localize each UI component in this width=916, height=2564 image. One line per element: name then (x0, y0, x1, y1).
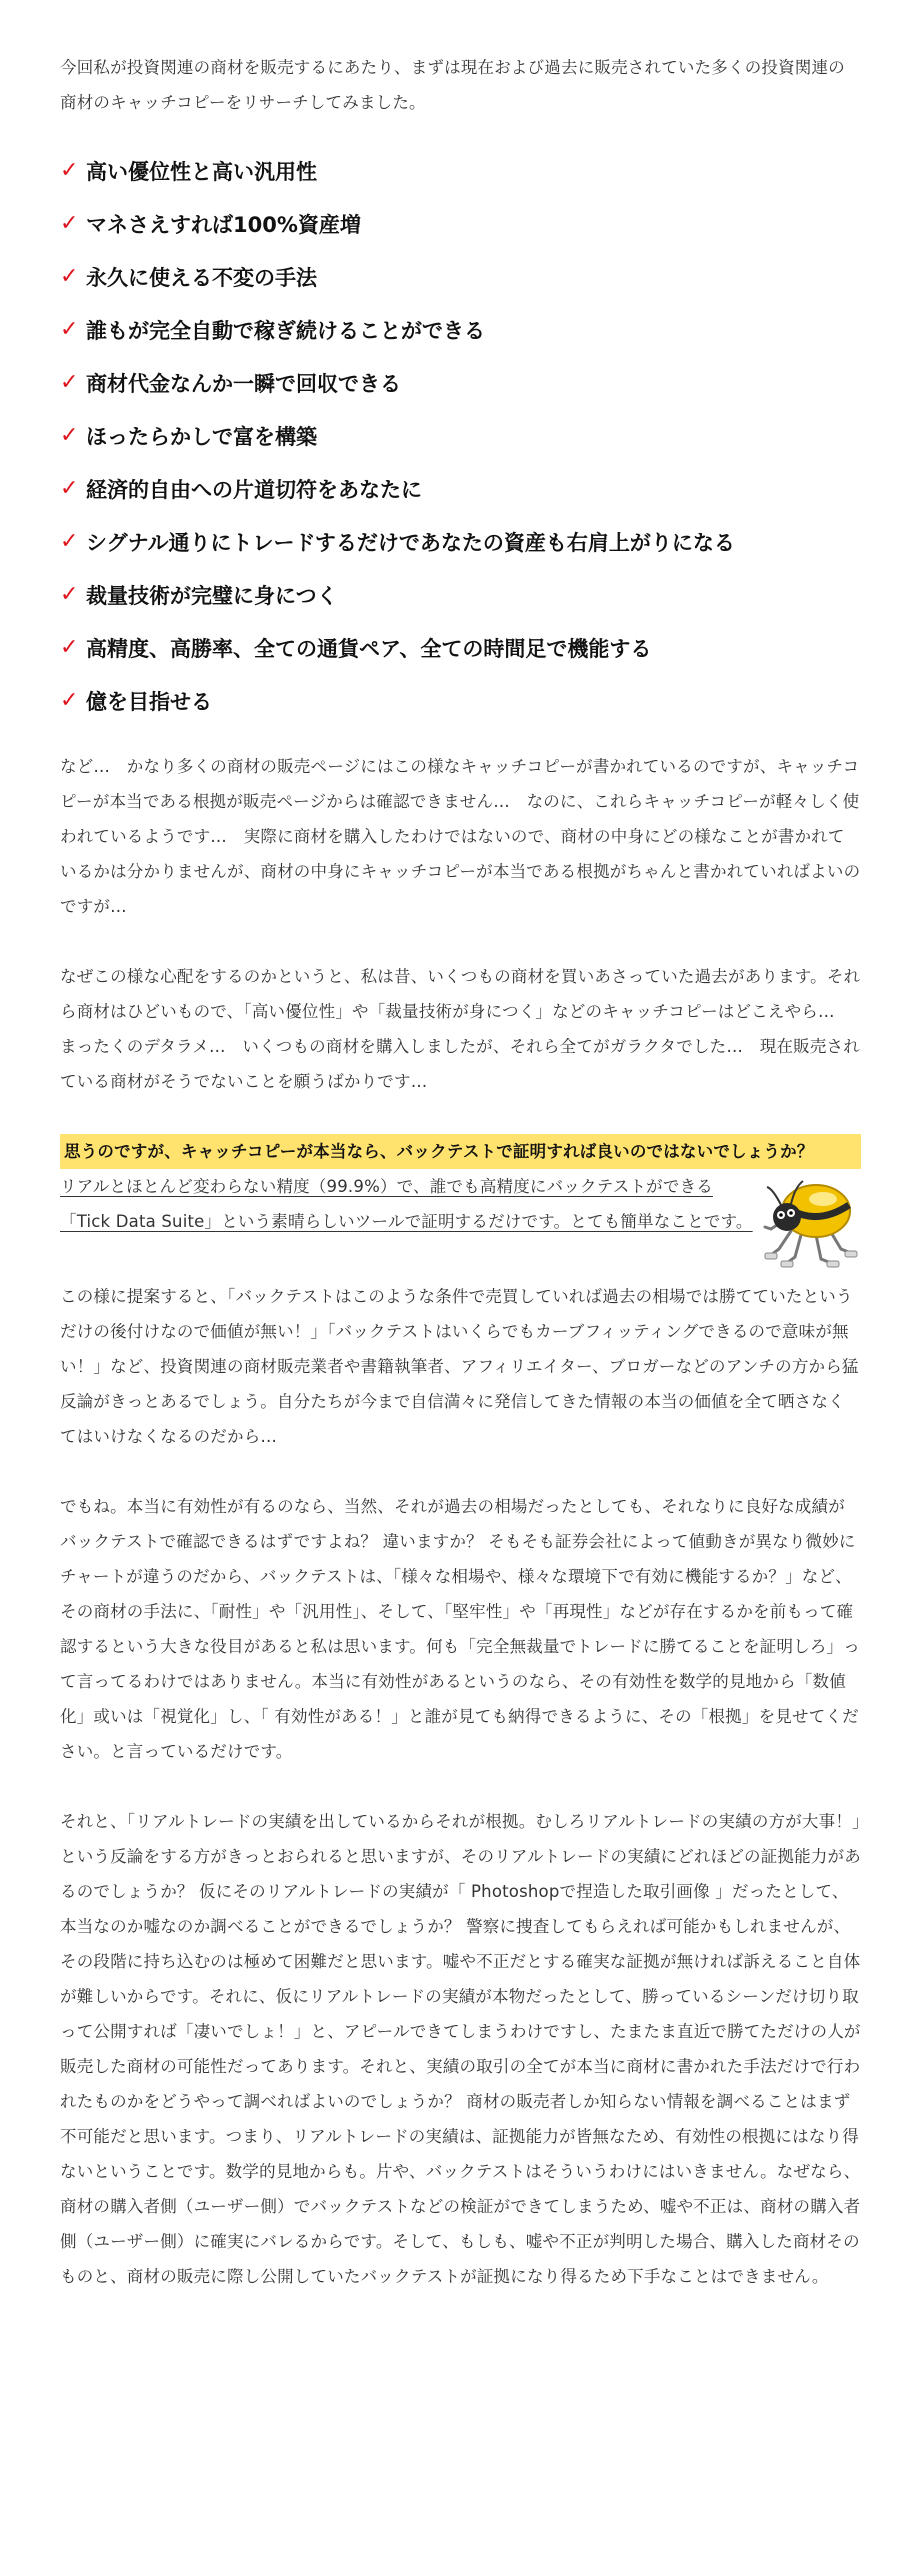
catchphrase-item (60, 144, 861, 197)
catchphrase-item (60, 674, 861, 727)
check-icon: ✓ (60, 688, 79, 713)
paragraph-counterarguments: この様に提案すると、「バックテストはこのような条件で売買していれば過去の相場では勝てていたというだけの後付けなので価値が無い！」「バックテストはいくらでもカーブフィッティングできるので意味が無い！」など、投資関連の商材販売業者や書籍執筆者、アフィリエイター、ブロガーなどのアンチの方から猛反論がきっとあるでしょう。自分たちが今まで自信満々に発信してきた情報の本当の価値を全て晒さなくてはいけなくなるのだから… (60, 1287, 859, 1446)
catchphrase-item (60, 356, 861, 409)
paragraph-backtest-importance: でもね。本当に有効性が有るのなら、当然、それが過去の相場だったとしても、それなりに良好な成績がバックテストで確認できるはずですよね？ 違いますか？ そもそも証券会社によって値動きが異なり微妙にチャートが違うのだから、バックテストは、「様々な相場や、様々な環境下で有効に機能するか？」など、その商材の手法に、「耐性」や「汎用性」、そして、「堅牢性」や「再現性」などが存在するかを前もって確認するという大きな役目があると私は思います。何も「完全無裁量でトレードに勝てることを証明しろ」って言ってるわけではありません。本当に有効性があるというのなら、その有効性を数学的見地から「数値化」或いは「視覚化」し、「 有効性がある！」と誰が見ても納得できるように、その「根拠」を見せてください。と言っているだけです。 (60, 1497, 860, 1761)
catchphrase-list (60, 144, 861, 727)
catchphrase-text: 億を目指せる (86, 689, 212, 714)
paragraph-past-experience: なぜこの様な心配をするのかというと、私は昔、いくつもの商材を買いあさっていた過去があります。それら商材はひどいもので、「高い優位性」や「裁量技術が身につく」などのキャッチコピーはどこえやら… まったくのデタラメ… いくつもの商材を購入しましたが、それら全てがガラクタでした… 現在販売されている商材がそうでないことを願うばかりです… (60, 967, 861, 1091)
paragraph-real-trade-evidence: それと、「リアルトレードの実績を出しているからそれが根拠。むしろリアルトレードの実績の方が大事！」という反論をする方がきっとおられると思いますが、そのリアルトレードの実績にどれほどの証拠能力があるのでしょうか？ 仮にそのリアルトレードの実績が「 Photoshopで捏造した取引画像 」だったとして、本当なのか嘘なのか調べることができるでしょうか？ 警察に捜査してもらえれば可能かもしれませんが、その段階に持ち込むのは極めて困難だと思います。嘘や不正だとする確実な証拠が無ければ訴えること自体が難しいからです。それに、仮にリアルトレードの実績が本物だったとして、勝っているシーンだけ切り取って公開すれば「凄いでしょ！」と、アピールできてしまうわけですし、たまたま直近で勝てただけの人が販売した商材の可能性だってあります。それと、実績の取引の全てが本当に商材に書かれた手法だけで行われたものかをどうやって調べればよいのでしょうか？ 商材の販売者しか知らない情報を調べることはまず不可能だと思います。つまり、リアルトレードの実績は、証拠能力が皆無なため、有効性の根拠にはなり得ないということです。数学的見地からも。片や、バックテストはそういうわけにはいきません。なぜなら、商材の購入者側（ユーザー側）でバックテストなどの検証ができてしまうため、嘘や不正は、商材の購入者側（ユーザー側）に確実にバレるからです。そして、もしも、嘘や不正が判明した場合、購入した商材そのものと、商材の販売に際し公開していたバックテストが証拠になり得るため下手なことはできません。 (60, 1812, 861, 2286)
catchphrase-item (60, 621, 861, 674)
catchphrase-item (60, 303, 861, 356)
check-icon: ✓ (60, 635, 79, 660)
intro-paragraph: 今回私が投資関連の商材を販売するにあたり、まずは現在および過去に販売されていた多くの投資関連の商材のキャッチコピーをリサーチしてみました。 (60, 58, 845, 112)
tool-link-text[interactable]: リアルとほとんど変わらない精度（99.9%）で、誰でも高精度にバックテストができる「Tick Data Suite」という素晴らしいツールで証明するだけです。とても簡単なことです。 (60, 1177, 753, 1231)
catchphrase-item (60, 197, 861, 250)
bug-mascot-icon (761, 1169, 861, 1269)
catchphrase-text: 高精度、高勝率、全ての通貨ペア、全ての時間足で機能する (86, 636, 652, 661)
paragraph-gap (60, 1769, 861, 1804)
catchphrase-text: 高い優位性と高い汎用性 (86, 159, 317, 184)
catchphrase-text: シグナル通りにトレードするだけであなたの資産も右肩上がりになる (86, 530, 735, 555)
catchphrase-item (60, 250, 861, 303)
tool-recommendation (60, 1169, 861, 1279)
catchphrase-text: 誰もが完全自動で稼ぎ続けることができる (86, 318, 485, 343)
check-icon: ✓ (60, 264, 79, 289)
paragraph-gap (60, 924, 861, 959)
check-icon: ✓ (60, 158, 79, 183)
check-icon: ✓ (60, 529, 79, 554)
catchphrase-text: 経済的自由への片道切符をあなたに (86, 477, 422, 502)
catchphrase-text: 商材代金なんか一瞬で回収できる (86, 371, 401, 396)
catchphrase-item (60, 515, 861, 568)
check-icon: ✓ (60, 423, 79, 448)
catchphrase-item (60, 462, 861, 515)
paragraph-claims-without-evidence: など… かなり多くの商材の販売ページにはこの様なキャッチコピーが書かれているのですが、キャッチコピーが本当である根拠が販売ページからは確認できません… なのに、これらキャッチコピーが軽々しく使われているようです… 実際に商材を購入したわけではないので、商材の中身にどの様なことが書かれているかは分かりませんが、商材の中身にキャッチコピーが本当である根拠がちゃんと書かれていればよいのですが… (60, 757, 861, 916)
check-icon: ✓ (60, 211, 79, 236)
catchphrase-text: マネさえすれば100%資産増 (86, 212, 361, 237)
check-icon: ✓ (60, 370, 79, 395)
catchphrase-text: ほったらかしで富を構築 (86, 424, 317, 449)
catchphrase-item (60, 409, 861, 462)
paragraph-gap (60, 1099, 861, 1134)
catchphrase-item (60, 568, 861, 621)
check-icon: ✓ (60, 476, 79, 501)
catchphrase-text: 永久に使える不変の手法 (86, 265, 317, 290)
paragraph-gap (60, 1454, 861, 1489)
catchphrase-text: 裁量技術が完璧に身につく (86, 583, 338, 608)
highlighted-question: 思うのですが、キャッチコピーが本当なら、バックテストで証明すれば良いのではないでしょうか？ (60, 1134, 861, 1169)
check-icon: ✓ (60, 317, 79, 342)
check-icon: ✓ (60, 582, 79, 607)
